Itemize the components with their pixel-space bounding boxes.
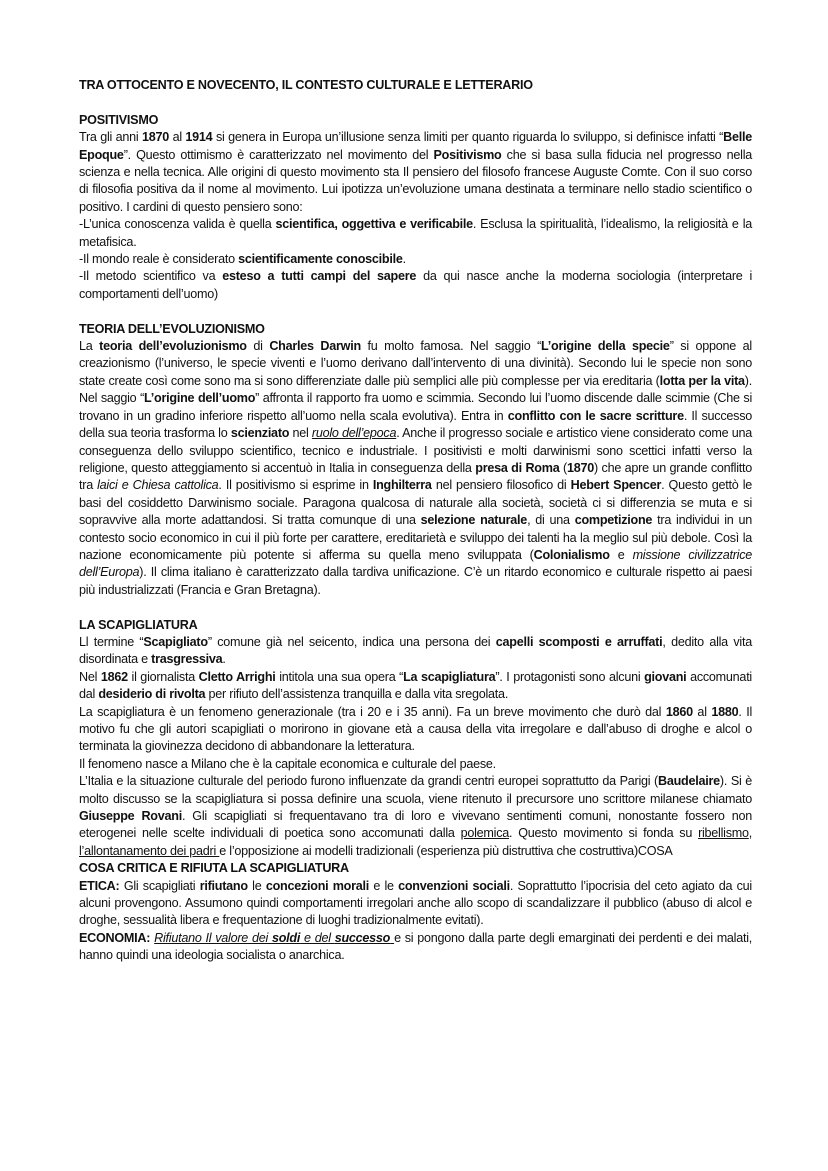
emphasized-text: missione civilizzatrice dell’Europa — [79, 547, 752, 580]
emphasized-text: Charles Darwin — [269, 339, 361, 354]
text-run: e l’opposizione ai modelli tradizionali (esperienza più distruttiva che costruttiva)COSA — [219, 843, 673, 858]
text-run: tra individui in un contesto socio economico in cui il più forte per carattere, ereditarietà e sviluppo dei talenti ha la meglio sul più debole. Così la nazione economicamente più potente si afferma su quella meno sviluppata ( — [79, 513, 753, 562]
paragraph — [79, 251, 752, 268]
section-heading — [79, 860, 752, 877]
text-run: e — [609, 547, 633, 562]
text-run: , dedito alla vita disordinata e — [79, 634, 752, 667]
text-run: e si pongono dalla parte degli emarginati dei perdenti e dei malati, hanno quindi una ideologia socialista o anarchica. — [79, 930, 753, 963]
text-run: Gli scapigliati — [119, 878, 200, 893]
paragraph — [79, 338, 752, 599]
emphasized-text: soldi — [271, 930, 301, 945]
paragraph — [79, 216, 752, 251]
text-run: . Soprattutto l’ipocrisia del ceto agiato da cui alcuni provengono. Assumono quindi comportamenti irregolari anche allo scopo di scandalizzare il pubblico (abuso di alcol e droghe, sessualità libera e frequentazione di luoghi tradizionalmente evitati). — [79, 878, 752, 928]
text-run: , — [748, 826, 752, 841]
text-run: ). Si è molto discusso se la scapigliatura si possa definire una scuola, viene ritenuto il precursore uno scrittore milanese chiamato — [79, 774, 752, 806]
emphasized-text: ruolo dell’epoca — [311, 426, 397, 441]
emphasized-text: conflitto con le sacre scritture — [507, 408, 684, 423]
text-run: TRA OTTOCENTO E NOVECENTO, IL CONTESTO CULTURALE E LETTERARIO — [79, 78, 533, 92]
text-run: . Il motivo fu che gli autori scapigliati o morirono in giovane età a causa della vita irregolare e dall’abuso di droghe e alcol o terminata la giovinezza decidono di abbandonare la letteratura. — [79, 704, 752, 754]
emphasized-text: Belle Epoque — [79, 130, 752, 162]
emphasized-text: giovani — [644, 669, 687, 684]
text-run: La scapigliatura è un fenomeno generazionale (tra i 20 e i 35 anni). Fa un breve movimento che durò dal — [79, 704, 666, 719]
text-run: . — [402, 252, 406, 267]
text-run: Il fenomeno nasce a Milano che è la capitale economica e culturale del paese. — [79, 756, 496, 771]
emphasized-text: polemica — [460, 826, 510, 841]
text-run: ” affronta il rapporto fra uomo e scimmia. Secondo lui l’uomo discende dalle scimmie (Che si trovano in un gradino inferiore rispetto all’uomo nella scala evolutiva). Entra in — [79, 391, 753, 423]
paragraph — [79, 756, 752, 773]
emphasized-text: capelli scomposti e arruffati — [495, 634, 663, 649]
text-run: POSITIVISMO — [79, 112, 159, 127]
emphasized-text: 1870 — [566, 460, 595, 475]
emphasized-text: L’origine dell’uomo — [144, 391, 256, 406]
text-run: TEORIA DELL’EVOLUZIONISMO — [79, 321, 265, 336]
text-run: si genera in Europa un’illusione senza limiti per quanto riguarda lo sviluppo, si definisce infatti “ — [212, 130, 724, 145]
text-run: COSA CRITICA E RIFIUTA LA SCAPIGLIATURA — [79, 861, 349, 876]
text-run: -L’unica conoscenza valida è quella — [79, 217, 276, 232]
section-heading — [79, 617, 752, 634]
emphasized-text: Cletto Arrighi — [198, 669, 276, 684]
text-run: . Esclusa la spiritualità, l’idealismo, la religiosità e la metafisica. — [79, 217, 752, 249]
emphasized-text: trasgressiva — [151, 652, 223, 667]
text-run: di — [246, 339, 270, 354]
text-run: il giornalista — [127, 669, 199, 684]
paragraph — [79, 634, 752, 669]
text-run: ). Il clima italiano è caratterizzato dalla tardiva unificazione. C’è un ritardo economico e culturale rispetto ai paesi più industrializzati (Francia e Gran Bretagna). — [79, 565, 752, 597]
text-run: nel pensiero filosofico di — [431, 478, 571, 493]
text-run: ) che apre un grande conflitto tra — [79, 460, 752, 493]
emphasized-text: e del — [300, 930, 335, 945]
text-run: . Questo gettò le basi del cosiddetto Darwinismo sociale. Paragona qualcosa di naturale alla società, società ci si differenzia se muta e si sopravvive alla morte adattandosi. Si tratta comunque di una — [79, 478, 752, 528]
paragraph — [79, 773, 752, 860]
text-run: L’Italia e la situazione culturale del periodo furono influenzate da grandi centri europei soprattutto da Parigi ( — [79, 774, 658, 789]
text-run: -Il mondo reale è considerato — [79, 252, 239, 267]
emphasized-text: scientifica, oggettiva e verificabile — [275, 217, 473, 232]
text-run: che si basa sulla fiducia nel progresso nella scienza e nella tecnica. Alle origini di questo movimento sta Il pensiero del filosofo francese Auguste Comte. Con il suo corso di filosofia positiva da il nome al movimento. Lui ipotizza un’evoluzione umana destinata a terminare nello stadio scientifico o positivo. I cardini di questo pensiero sono: — [79, 147, 752, 214]
emphasized-text: ETICA: — [79, 878, 120, 893]
emphasized-text: 1862 — [100, 669, 128, 684]
emphasized-text: La scapigliatura — [403, 669, 496, 684]
emphasized-text: concezioni morali — [265, 878, 370, 893]
text-run: La — [79, 339, 100, 354]
paragraph — [79, 268, 752, 303]
emphasized-text: rifiutano — [199, 878, 248, 893]
emphasized-text: scientificamente conoscibile — [238, 252, 403, 267]
paragraph — [79, 704, 752, 756]
text-run: le — [247, 878, 266, 893]
blank-line — [79, 303, 752, 320]
text-run: ” si oppone al creazionismo (l’universo, le specie viventi e l’uomo derivano dall’intervento di una divinità). Secondo lui le specie non sono state create così come sono ma si sono differenziate dalle più semplici alle più complesse per via ereditaria ( — [79, 339, 752, 388]
emphasized-text: Inghilterra — [372, 478, 432, 493]
text-run: LA SCAPIGLIATURA — [79, 617, 198, 632]
text-run: . Il positivismo si esprime in — [218, 478, 373, 493]
paragraph — [79, 930, 752, 965]
emphasized-text: convenzioni sociali — [398, 878, 510, 893]
text-run: ” comune già nel seicento, indica una persona dei — [207, 634, 496, 649]
text-run: . Questo movimento si fonda su — [509, 826, 699, 841]
text-run: Tra gli anni — [79, 130, 142, 145]
text-run: ”. Questo ottimismo è caratterizzato nel movimento del — [123, 147, 434, 162]
text-run: fu molto famosa. Nel saggio “ — [360, 339, 542, 354]
emphasized-text: Positivismo — [433, 147, 502, 162]
emphasized-text: L’origine della specie — [541, 339, 670, 354]
emphasized-text: scienziato — [230, 426, 290, 441]
text-run: e le — [369, 878, 399, 893]
emphasized-text: successo — [334, 930, 391, 945]
emphasized-text: 1870 — [141, 130, 170, 145]
text-run: al — [692, 704, 712, 719]
text-run: ( — [559, 460, 567, 475]
text-run: -Il metodo scientifico va — [79, 269, 223, 284]
text-run: . — [222, 652, 226, 667]
text-run: , di una — [527, 513, 575, 528]
text-run: da qui nasce anche la moderna sociologia (interpretare i comportamenti dell’uomo) — [79, 269, 752, 301]
emphasized-text: teoria dell’evoluzionismo — [99, 339, 247, 354]
emphasized-text: presa di Roma — [475, 460, 560, 475]
emphasized-text: Scapigliato — [143, 634, 208, 649]
emphasized-text: esteso a tutti campi del sapere — [222, 269, 417, 284]
text-run: ). Nel saggio “ — [79, 373, 752, 406]
section-heading — [79, 112, 752, 129]
emphasized-text: Hebert Spencer — [570, 478, 662, 493]
emphasized-text: Rifiutano Il valore dei — [154, 930, 272, 945]
paragraph — [79, 878, 752, 930]
section-heading — [79, 321, 752, 338]
text-run: accomunati dal — [79, 669, 752, 702]
paragraph — [79, 129, 752, 216]
text-run: intitola una sua opera “ — [275, 669, 404, 684]
blank-line — [79, 94, 752, 111]
text-run: per rifiuto dell’assistenza tranquilla e dalla vita sregolata. — [205, 687, 509, 702]
emphasized-text: Colonialismo — [533, 547, 610, 562]
emphasized-text: 1880 — [711, 704, 739, 719]
emphasized-text: 1914 — [185, 130, 213, 145]
emphasized-text: lotta per la vita — [659, 373, 745, 388]
emphasized-text: ribellismo — [698, 826, 749, 841]
emphasized-text: Baudelaire — [658, 774, 720, 789]
paragraph — [79, 669, 752, 704]
text-run: al — [169, 130, 186, 145]
text-run: ”. I protagonisti sono alcuni — [495, 669, 645, 684]
emphasized-text: 1860 — [665, 704, 693, 719]
section-heading — [79, 77, 752, 94]
text-run: . Anche il progresso sociale e artistico viene considerato come una conseguenza dello sviluppo scientifico, tecnico e industriale. I positivisti e molti darwinismi sono scettici infatti verso la religione, questo atteggiamento si accentuò in Italia in conseguenza della — [79, 426, 753, 475]
emphasized-text: laici e Chiesa cattolica — [97, 478, 219, 493]
document-page — [79, 77, 752, 965]
emphasized-text: l’allontanamento dei padri — [79, 843, 220, 858]
blank-line — [79, 599, 752, 616]
text-run: Nel — [79, 669, 101, 684]
text-run: . Il successo della sua teoria trasforma lo — [79, 408, 752, 441]
text-run: Ll termine “ — [79, 634, 144, 649]
emphasized-text: selezione naturale — [420, 513, 528, 528]
emphasized-text: ECONOMIA: — [79, 930, 151, 945]
emphasized-text: competizione — [574, 513, 653, 528]
emphasized-text: Giuseppe Rovani — [79, 809, 182, 824]
text-run: . Gli scapigliati si frequentavano tra di loro e vivevano sentimenti comuni, nonostante fossero non eterogenei nelle scelte individuali di poetica sono accomunati dalla — [79, 809, 753, 841]
text-run: nel — [289, 426, 312, 441]
emphasized-text: desiderio di rivolta — [98, 687, 206, 702]
